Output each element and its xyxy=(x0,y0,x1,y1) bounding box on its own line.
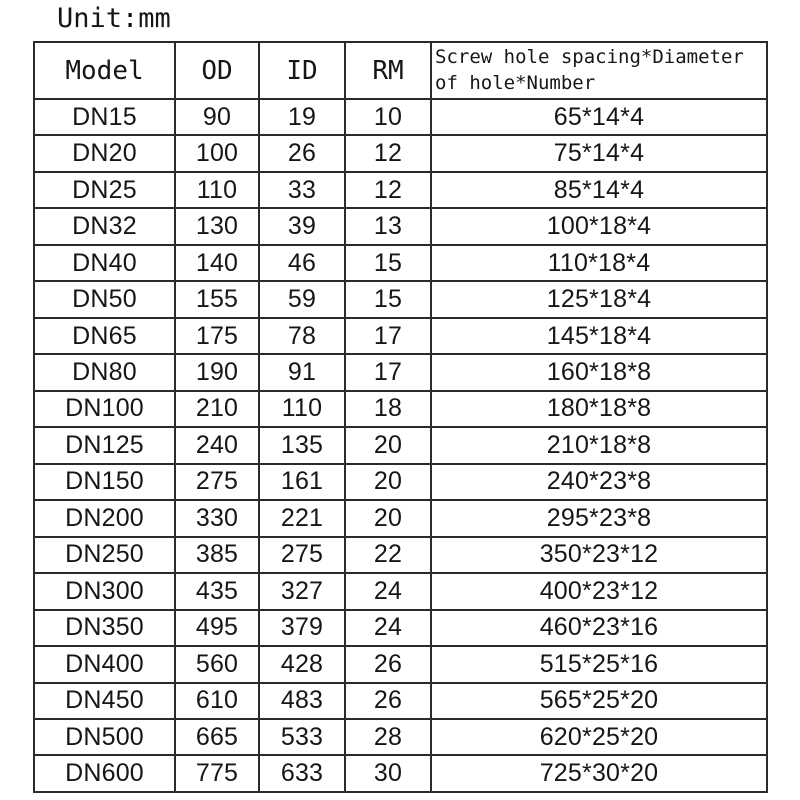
table-row xyxy=(34,573,767,609)
rm-cell: 26 xyxy=(345,683,431,719)
id-cell: 39 xyxy=(259,208,345,244)
od-cell: 175 xyxy=(175,318,259,354)
id-cell: 221 xyxy=(259,500,345,536)
table-row xyxy=(34,135,767,171)
screw-spec-cell: 85*14*4 xyxy=(431,172,767,208)
table-row xyxy=(34,683,767,719)
table-row xyxy=(34,281,767,317)
id-cell: 327 xyxy=(259,573,345,609)
model-cell: DN32 xyxy=(34,208,175,244)
rm-cell: 24 xyxy=(345,573,431,609)
table-header-row xyxy=(34,42,767,99)
model-column-header: Model xyxy=(34,42,175,99)
screw-spec-cell: 110*18*4 xyxy=(431,245,767,281)
screw-spec-cell: 565*25*20 xyxy=(431,683,767,719)
od-cell: 775 xyxy=(175,755,259,792)
od-cell: 275 xyxy=(175,464,259,500)
table-row xyxy=(34,208,767,244)
screw-spec-column-header xyxy=(431,42,767,99)
model-cell: DN125 xyxy=(34,427,175,463)
screw-spec-cell: 100*18*4 xyxy=(431,208,767,244)
id-cell: 78 xyxy=(259,318,345,354)
screw-spec-cell: 160*18*8 xyxy=(431,354,767,390)
od-cell: 240 xyxy=(175,427,259,463)
unit-label: Unit:mm xyxy=(57,3,171,34)
table-header xyxy=(34,42,767,99)
model-cell: DN20 xyxy=(34,135,175,171)
rm-cell: 26 xyxy=(345,646,431,682)
id-cell: 46 xyxy=(259,245,345,281)
rm-cell: 30 xyxy=(345,755,431,792)
screw-spec-cell: 725*30*20 xyxy=(431,755,767,792)
id-column-header: ID xyxy=(259,42,345,99)
table-row xyxy=(34,354,767,390)
screw-spec-cell: 515*25*16 xyxy=(431,646,767,682)
id-cell: 91 xyxy=(259,354,345,390)
id-cell: 59 xyxy=(259,281,345,317)
screw-spec-header-line2: of hole*Number xyxy=(435,71,596,94)
spec-table xyxy=(33,41,768,793)
rm-cell: 12 xyxy=(345,135,431,171)
rm-cell: 15 xyxy=(345,245,431,281)
screw-spec-cell: 620*25*20 xyxy=(431,719,767,755)
model-cell: DN300 xyxy=(34,573,175,609)
id-cell: 26 xyxy=(259,135,345,171)
id-cell: 135 xyxy=(259,427,345,463)
table-row xyxy=(34,318,767,354)
screw-spec-cell: 145*18*4 xyxy=(431,318,767,354)
model-cell: DN65 xyxy=(34,318,175,354)
table-row xyxy=(34,464,767,500)
od-cell: 110 xyxy=(175,172,259,208)
rm-cell: 12 xyxy=(345,172,431,208)
table-body xyxy=(34,99,767,792)
table-row xyxy=(34,537,767,573)
id-cell: 533 xyxy=(259,719,345,755)
id-cell: 379 xyxy=(259,610,345,646)
od-cell: 155 xyxy=(175,281,259,317)
table-row xyxy=(34,719,767,755)
id-cell: 483 xyxy=(259,683,345,719)
od-cell: 210 xyxy=(175,391,259,427)
screw-spec-cell: 295*23*8 xyxy=(431,500,767,536)
od-column-header: OD xyxy=(175,42,259,99)
screw-spec-cell: 75*14*4 xyxy=(431,135,767,171)
table-row xyxy=(34,427,767,463)
screw-spec-cell: 350*23*12 xyxy=(431,537,767,573)
id-cell: 633 xyxy=(259,755,345,792)
model-cell: DN500 xyxy=(34,719,175,755)
screw-spec-cell: 400*23*12 xyxy=(431,573,767,609)
model-cell: DN200 xyxy=(34,500,175,536)
rm-cell: 28 xyxy=(345,719,431,755)
rm-cell: 20 xyxy=(345,500,431,536)
od-cell: 610 xyxy=(175,683,259,719)
rm-cell: 18 xyxy=(345,391,431,427)
rm-cell: 24 xyxy=(345,610,431,646)
rm-cell: 15 xyxy=(345,281,431,317)
model-cell: DN150 xyxy=(34,464,175,500)
id-cell: 33 xyxy=(259,172,345,208)
screw-spec-cell: 65*14*4 xyxy=(431,99,767,135)
rm-cell: 17 xyxy=(345,318,431,354)
model-cell: DN80 xyxy=(34,354,175,390)
od-cell: 435 xyxy=(175,573,259,609)
id-cell: 161 xyxy=(259,464,345,500)
table-row xyxy=(34,245,767,281)
table-row xyxy=(34,172,767,208)
model-cell: DN250 xyxy=(34,537,175,573)
table-row xyxy=(34,99,767,135)
table-row xyxy=(34,646,767,682)
model-cell: DN40 xyxy=(34,245,175,281)
od-cell: 130 xyxy=(175,208,259,244)
rm-column-header: RM xyxy=(345,42,431,99)
od-cell: 560 xyxy=(175,646,259,682)
screw-spec-header-line1: Screw hole spacing*Diameter xyxy=(435,45,744,68)
od-cell: 495 xyxy=(175,610,259,646)
model-cell: DN100 xyxy=(34,391,175,427)
od-cell: 140 xyxy=(175,245,259,281)
rm-cell: 20 xyxy=(345,427,431,463)
id-cell: 275 xyxy=(259,537,345,573)
screw-spec-cell: 180*18*8 xyxy=(431,391,767,427)
od-cell: 330 xyxy=(175,500,259,536)
table-row xyxy=(34,755,767,792)
table-row xyxy=(34,391,767,427)
rm-cell: 22 xyxy=(345,537,431,573)
table-row xyxy=(34,500,767,536)
model-cell: DN50 xyxy=(34,281,175,317)
od-cell: 190 xyxy=(175,354,259,390)
table-row xyxy=(34,610,767,646)
model-cell: DN25 xyxy=(34,172,175,208)
model-cell: DN450 xyxy=(34,683,175,719)
model-cell: DN350 xyxy=(34,610,175,646)
od-cell: 90 xyxy=(175,99,259,135)
rm-cell: 17 xyxy=(345,354,431,390)
rm-cell: 10 xyxy=(345,99,431,135)
model-cell: DN600 xyxy=(34,755,175,792)
id-cell: 428 xyxy=(259,646,345,682)
id-cell: 110 xyxy=(259,391,345,427)
od-cell: 385 xyxy=(175,537,259,573)
rm-cell: 13 xyxy=(345,208,431,244)
id-cell: 19 xyxy=(259,99,345,135)
screw-spec-cell: 125*18*4 xyxy=(431,281,767,317)
screw-spec-cell: 460*23*16 xyxy=(431,610,767,646)
model-cell: DN15 xyxy=(34,99,175,135)
screw-spec-cell: 210*18*8 xyxy=(431,427,767,463)
od-cell: 665 xyxy=(175,719,259,755)
rm-cell: 20 xyxy=(345,464,431,500)
model-cell: DN400 xyxy=(34,646,175,682)
od-cell: 100 xyxy=(175,135,259,171)
screw-spec-cell: 240*23*8 xyxy=(431,464,767,500)
